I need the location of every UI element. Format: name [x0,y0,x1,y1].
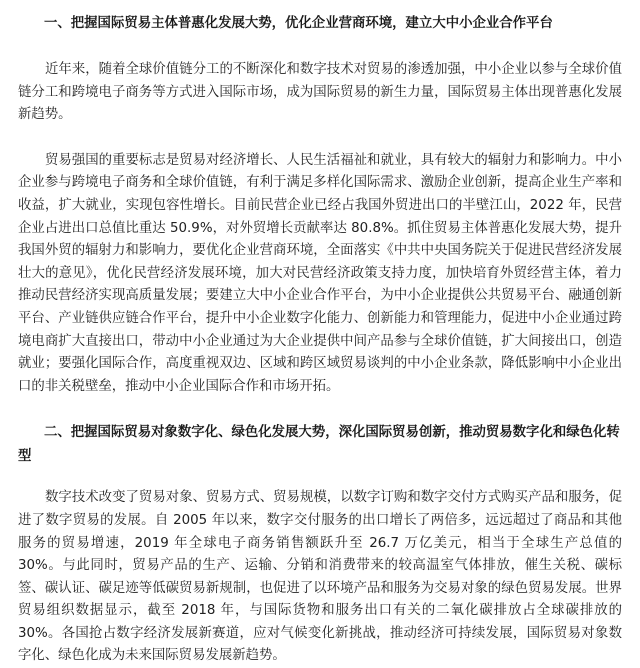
section-heading-2: 二、把握国际贸易对象数字化、绿色化发展大势，深化国际贸易创新，推动贸易数字化和绿色化转型 [18,425,620,465]
section-1-paragraph-1: 近年来，随着全球价值链分工的不断深化和数字技术对贸易的渗透加强，中小企业以参与全球价值链分工和跨境电子商务等方式进入国际市场，成为国际贸易的新生力量，国际贸易主体出现普惠化发展新趋势。 [18,62,622,123]
section-2-paragraph-1: 数字技术改变了贸易对象、贸易方式、贸易规模，以数字订购和数字交付方式购买产品和服务，促进了数字贸易的发展。自 2005 年以来，数字交付服务的出口增长了两倍多，远远超过了商品和其他服务的贸易增速，2019 年全球电子商务销售额跃升至 26.7 万亿美元，相当于全球生产总值的 30%。与此同时，贸易产品的生产、运输、分销和消费带来的较高温室气体排放，催生关税、碳标签、碳认证、碳足迹等低碳贸易新规制，也促进了以环境产品和服务为交易对象的绿色贸易发展。世界贸易组织数据显示，截至 2018 年，与国际货物和服务出口有关的二氧化碳排放占全球碳排放的 30%。各国抢占数字经济发展新赛道，应对气候变化新挑战，推动经济可持续发展，国际贸易对象数字化、绿色化成为未来国际贸易发展新趋势。 [18,490,622,664]
section-1-paragraph-2: 贸易强国的重要标志是贸易对经济增长、人民生活福祉和就业，具有较大的辐射力和影响力。中小企业参与跨境电子商务和全球价值链，有利于满足多样化国际需求、激励企业创新，提高企业生产率和收益，扩大就业，实现包容性增长。目前民营企业已经占我国外贸进出口的半壁江山，2022 年，民营企业占进出口总值比重达 50.9%，对外贸增长贡献率达 80.8%。抓住贸易主体普惠化发展大势，提升我国外贸的辐射力和影响力，要优化企业营商环境，全面落实《中共中央国务院关于促进民营经济发展壮大的意见》，优化民营经济发展环境，加大对民营经济政策支持力度，加快培育外贸经营主体，着力推动民营经济实现高质量发展；要建立大中小企业合作平台，为中小企业提供公共贸易平台、融通创新平台、产业链供应链合作平台，提升中小企业数字化能力、创新能力和管理能力，促进中小企业通过跨境电商扩大直接出口，带动中小企业通过为大企业提供中间产品参与全球价值链，扩大间接出口，创造就业；要强化国际合作，高度重视双边、区域和跨区域贸易谈判的中小企业条款，降低影响中小企业出口的非关税壁垒，推动中小企业国际合作和市场开拓。 [18,152,622,394]
section-heading-1: 一、把握国际贸易主体普惠化发展大势，优化企业营商环境，建立大中小企业合作平台 [44,16,553,31]
